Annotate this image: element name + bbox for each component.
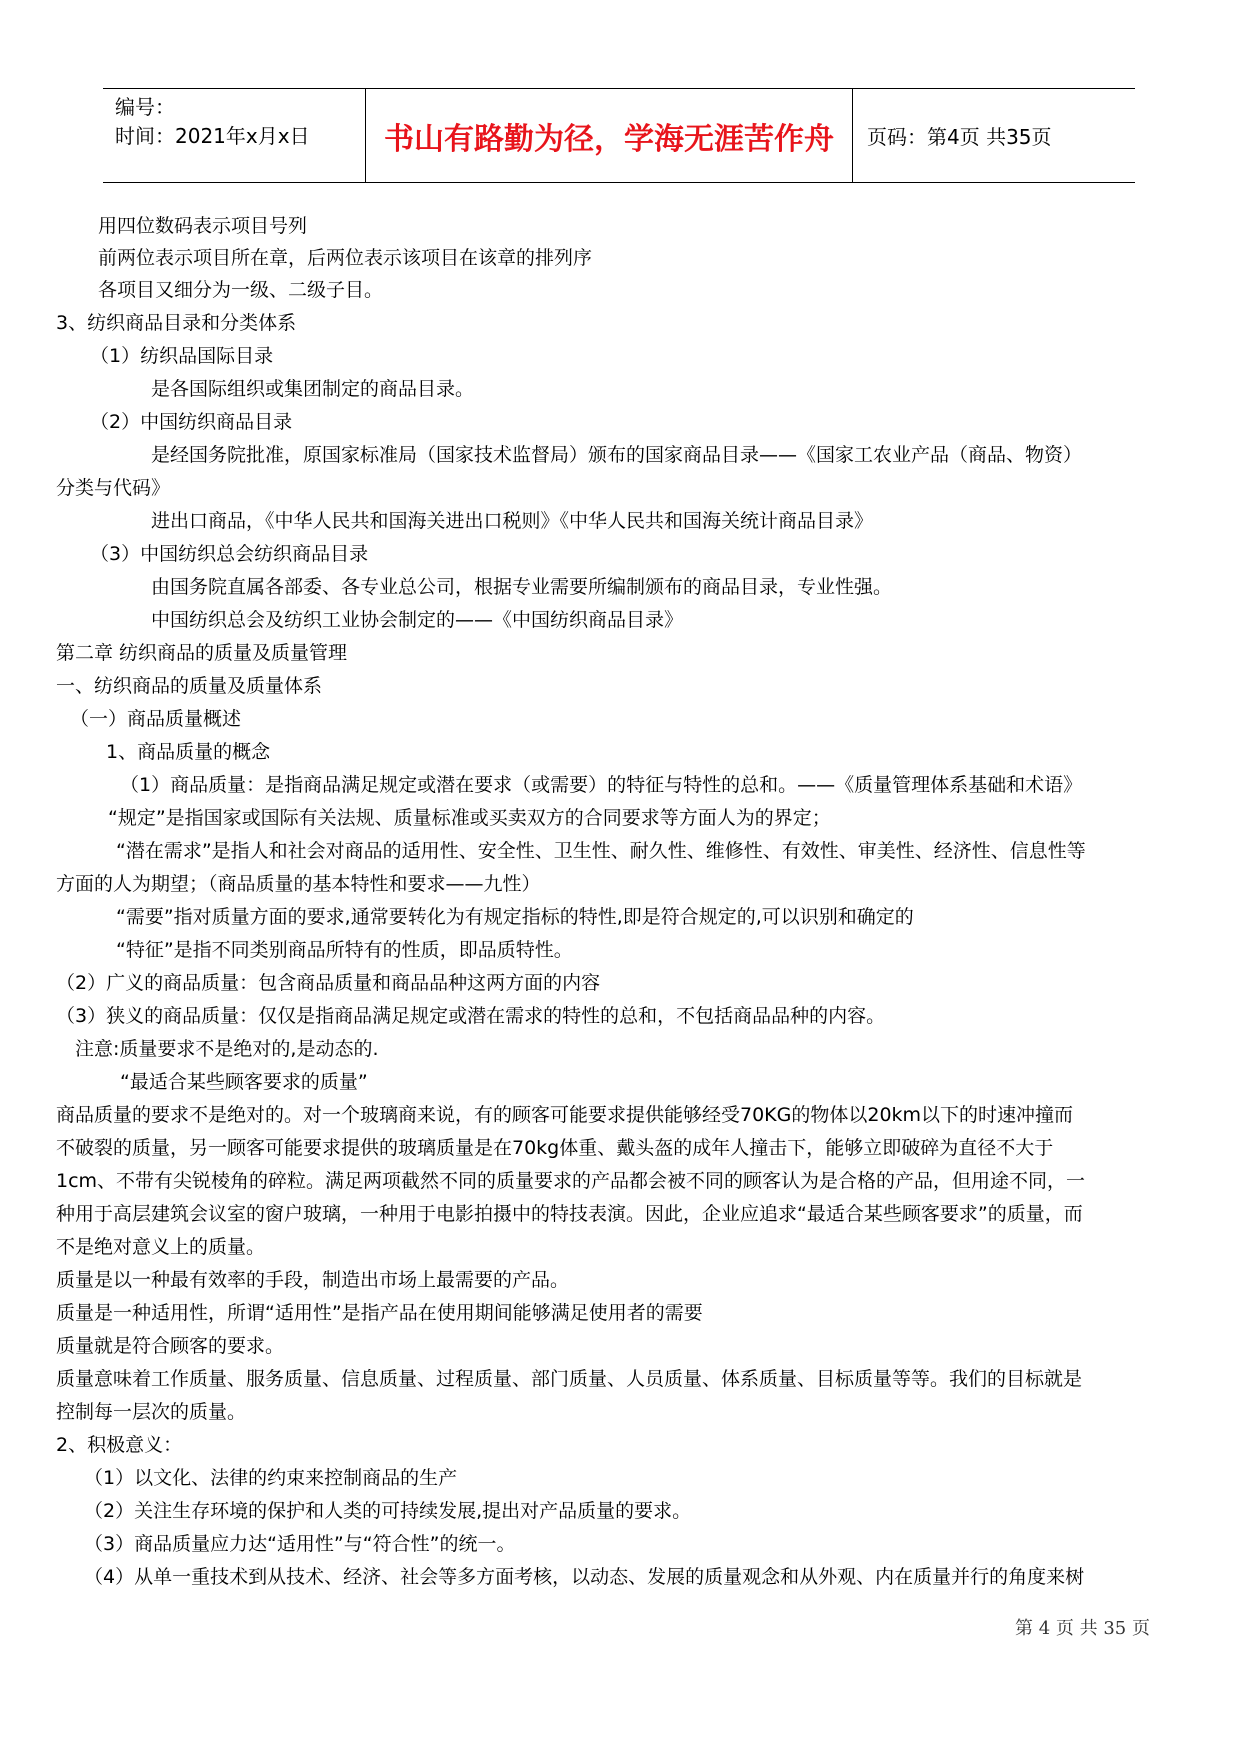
list-item: （2）关注生存环境的保护和人类的可持续发展,提出对产品质量的要求。 bbox=[84, 1500, 692, 1522]
subsection-heading: （一）商品质量概述 bbox=[70, 708, 242, 730]
text-line: “规定”是指国家或国际有关法规、质量标准或买卖双方的合同要求等方面人为的界定； bbox=[108, 807, 831, 829]
text-line: 控制每一层次的质量。 bbox=[56, 1401, 247, 1423]
text-line: “潜在需求”是指人和社会对商品的适用性、安全性、卫生性、耐久性、维修性、有效性、审美性、经济性、信息性等 bbox=[116, 840, 1086, 862]
header-motto-cell bbox=[365, 89, 853, 182]
subsection-heading: （1）纺织品国际目录 bbox=[90, 345, 274, 367]
text-line: 质量意味着工作质量、服务质量、信息质量、过程质量、部门质量、人员质量、体系质量、目标质量等等。我们的目标就是 bbox=[56, 1368, 1083, 1390]
text-line: 各项目又细分为一级、二级子目。 bbox=[98, 279, 384, 301]
text-line: 质量是以一种最有效率的手段，制造出市场上最需要的产品。 bbox=[56, 1269, 570, 1291]
subsection-heading: （2）中国纺织商品目录 bbox=[90, 411, 293, 433]
text-line: 分类与代码》 bbox=[56, 477, 171, 499]
page-header bbox=[103, 88, 1135, 183]
text-line: 质量是一种适用性，所谓“适用性”是指产品在使用期间能够满足使用者的需要 bbox=[56, 1302, 703, 1324]
section-heading: 2、积极意义： bbox=[56, 1434, 183, 1456]
subsection-heading: （3）中国纺织总会纺织商品目录 bbox=[90, 543, 369, 565]
text-line: 1cm、不带有尖锐棱角的碎粒。满足两项截然不同的质量要求的产品都会被不同的顾客认为是合格的产品，但用途不同，一 bbox=[56, 1170, 1086, 1192]
page-footer: 第 4 页 共 35 页 bbox=[1015, 1618, 1150, 1639]
text-line: （1）商品质量：是指商品满足规定或潜在要求（或需要）的特征与特性的总和。——《质量管理体系基础和术语》 bbox=[120, 774, 1083, 796]
list-item: （4）从单一重技术到从技术、经济、社会等多方面考核，以动态、发展的质量观念和从外观、内在质量并行的角度来树 bbox=[84, 1566, 1085, 1588]
text-line: 是各国际组织或集团制定的商品目录。 bbox=[151, 378, 475, 400]
text-line: 由国务院直属各部委、各专业总公司，根据专业需要所编制颁布的商品目录，专业性强。 bbox=[151, 576, 893, 598]
list-item: （1）以文化、法律的约束来控制商品的生产 bbox=[84, 1467, 458, 1489]
text-line: 质量就是符合顾客的要求。 bbox=[56, 1335, 285, 1357]
header-left-cell bbox=[103, 89, 365, 182]
text-line: “最适合某些顾客要求的质量” bbox=[120, 1071, 368, 1093]
text-line: 中国纺织总会及纺织工业协会制定的——《中国纺织商品目录》 bbox=[151, 609, 684, 631]
chapter-heading: 第二章 纺织商品的质量及质量管理 bbox=[56, 642, 348, 664]
text-line: 方面的人为期望；（商品质量的基本特性和要求——九性） bbox=[56, 873, 541, 895]
text-line: 商品质量的要求不是绝对的。对一个玻璃商来说，有的顾客可能要求提供能够经受70KG的物体以20km以下的时速冲撞而 bbox=[56, 1104, 1074, 1126]
text-line: 不破裂的质量，另一顾客可能要求提供的玻璃质量是在70kg体重、戴头盔的成年人撞击下，能够立即破碎为直径不大于 bbox=[56, 1137, 1054, 1159]
section-heading: 一、纺织商品的质量及质量体系 bbox=[56, 675, 323, 697]
motto-text: 书山有路勤为径，学海无涯苦作舟 bbox=[384, 121, 834, 157]
code-label: 编号： bbox=[115, 95, 175, 119]
subsection-heading: 1、商品质量的概念 bbox=[106, 741, 271, 763]
text-line: 注意:质量要求不是绝对的,是动态的. bbox=[75, 1038, 379, 1060]
text-line: “特征”是指不同类别商品所特有的性质，即品质特性。 bbox=[116, 939, 573, 961]
text-line: 是经国务院批准，原国家标准局（国家技术监督局）颁布的国家商品目录——《国家工农业产品（商品、物资） bbox=[151, 444, 1083, 466]
text-line: （3）狭义的商品质量：仅仅是指商品满足规定或潜在需求的特性的总和，不包括商品品种的内容。 bbox=[56, 1005, 886, 1027]
section-heading: 3、纺织商品目录和分类体系 bbox=[56, 312, 297, 334]
header-right-cell bbox=[853, 89, 1135, 182]
text-line: 种用于高层建筑会议室的窗户玻璃，一种用于电影拍摄中的特技表演。因此，企业应追求“最适合某些顾客要求”的质量，而 bbox=[56, 1203, 1083, 1225]
text-line: （2）广义的商品质量：包含商品质量和商品品种这两方面的内容 bbox=[56, 972, 601, 994]
text-line: 用四位数码表示项目号列 bbox=[98, 215, 308, 237]
time-label: 时间：2021年x月x日 bbox=[115, 124, 310, 148]
text-line: “需要”指对质量方面的要求,通常要转化为有规定指标的特性,即是符合规定的,可以识别和确定的 bbox=[116, 906, 914, 928]
list-item: （3）商品质量应力达“适用性”与“符合性”的统一。 bbox=[84, 1533, 516, 1555]
text-line: 进出口商品，《中华人民共和国海关进出口税则》《中华人民共和国海关统计商品目录》 bbox=[151, 510, 874, 532]
text-line: 不是绝对意义上的质量。 bbox=[56, 1236, 266, 1258]
text-line: 前两位表示项目所在章，后两位表示该项目在该章的排列序 bbox=[98, 247, 593, 269]
page-label: 页码：第4页 共35页 bbox=[867, 125, 1052, 149]
